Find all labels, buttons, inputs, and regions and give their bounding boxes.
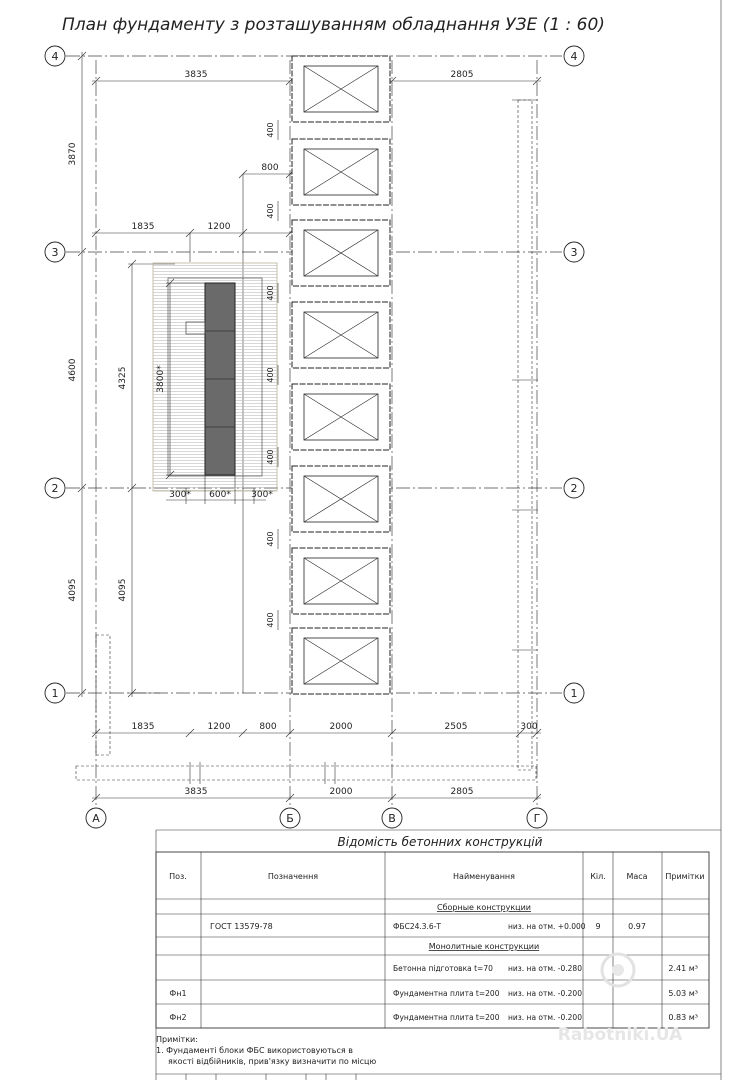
svg-text:4: 4	[570, 50, 578, 63]
row3-note: 5.03 м³	[668, 989, 698, 998]
fbs-block	[292, 466, 390, 532]
dim-top-4-left: 3835	[184, 70, 208, 80]
th-mass: Маса	[626, 872, 648, 881]
svg-text:4: 4	[51, 50, 59, 63]
axis-bubble-4-left	[45, 46, 65, 66]
notes-line-1: 1. Фундаменті блоки ФБС використовуються в	[156, 1046, 353, 1055]
dim-inner-4095: 4095	[118, 578, 128, 602]
dim-gap-400: 400	[266, 449, 275, 465]
row1-name: ФБС24.3.6-Т	[393, 922, 441, 931]
axis-bubble-V	[382, 808, 402, 828]
dim-inner-4325: 4325	[118, 366, 128, 390]
row3-dimension-chain	[92, 229, 294, 262]
dim-pad-600: 600*	[209, 490, 231, 500]
dim-gap-400: 400	[266, 285, 275, 301]
dim-pad-300-left: 300*	[169, 490, 191, 500]
axis-bubble-2-right	[564, 478, 584, 498]
th-name: Найменування	[453, 872, 515, 881]
dim-gap-400: 400	[266, 122, 275, 138]
fbs-block	[292, 628, 390, 694]
dim-row3-left: 1835	[131, 222, 155, 232]
row4-note: 0.83 м³	[668, 1013, 698, 1022]
dim-gap-400: 400	[266, 531, 275, 547]
section-monolithic: Монолитные конструкции	[428, 942, 540, 951]
row1-mass: 0.97	[628, 922, 646, 931]
drawing-title: План фундаменту з розташуванням обладнання УЗЕ (1 : 60)	[62, 15, 605, 35]
fbs-block	[292, 548, 390, 614]
dim-bottom-2000: 2000	[329, 722, 353, 732]
axis-bubble-4-right	[564, 46, 584, 66]
dim-gap-400: 400	[266, 612, 275, 628]
row3-pos: Фн1	[169, 989, 187, 998]
axis-bubble-1-left	[45, 683, 65, 703]
th-qty: Кіл.	[590, 872, 606, 881]
bottom-dimension-chain	[92, 729, 541, 737]
dim-gap-400: 400	[266, 203, 275, 219]
dim-bottom-800: 800	[259, 722, 277, 732]
axis-bubble-A	[86, 808, 106, 828]
dim-total-2000: 2000	[329, 787, 353, 797]
dim-pad-300-right: 300*	[251, 490, 273, 500]
dim-left-3870: 3870	[68, 142, 78, 166]
left-dimension-chain	[78, 52, 86, 697]
notes-line-2: якості відбійників, прив'язку визначити по місцю	[168, 1057, 377, 1066]
row3-level: низ. на отм. -0.200	[508, 989, 582, 998]
bottom-wall-strip	[76, 762, 536, 784]
axis-bubble-1-right	[564, 683, 584, 703]
dim-top-4-right: 2805	[450, 70, 474, 80]
stamp-cells	[156, 1074, 721, 1080]
fbs-block	[292, 220, 390, 286]
dim-total-3835: 3835	[184, 787, 208, 797]
dim-row3-right: 1200	[207, 222, 231, 232]
table-title: Відомість бетонних конструкцій	[337, 835, 543, 849]
row2-level: низ. на отм. -0.280	[508, 964, 582, 973]
svg-text:3: 3	[51, 246, 59, 259]
svg-text:1: 1	[570, 687, 578, 700]
th-note: Примітки	[665, 872, 705, 881]
dim-row-800: 800	[261, 163, 279, 173]
svg-text:3: 3	[570, 246, 578, 259]
dim-bottom-1200: 1200	[207, 722, 231, 732]
dim-gap-400: 400	[266, 367, 275, 383]
row4-name: Фундаментна плита t=200	[393, 1013, 500, 1022]
dim-bottom-1835: 1835	[131, 722, 155, 732]
fbs-block	[292, 302, 390, 368]
dim-left-4600: 4600	[68, 358, 78, 382]
svg-text:Б: Б	[286, 812, 294, 825]
th-pos: Поз.	[169, 872, 187, 881]
row1-qty: 9	[595, 922, 601, 931]
svg-text:В: В	[388, 812, 396, 825]
notes-heading: Примітки:	[156, 1035, 198, 1044]
axis-bubble-3-left	[45, 242, 65, 262]
svg-text:2: 2	[570, 482, 578, 495]
axis-bubble-3-right	[564, 242, 584, 262]
svg-text:1: 1	[51, 687, 59, 700]
dim-pad-3800: 3800*	[156, 365, 166, 393]
row1-designation: ГОСТ 13579-78	[210, 922, 273, 931]
axis-bubble-2-left	[45, 478, 65, 498]
fbs-blocks-column	[292, 56, 390, 694]
row2-note: 2.41 м³	[668, 964, 698, 973]
dim-bottom-300: 300	[520, 722, 538, 732]
row1-level: низ. на отм. +0.000	[508, 922, 586, 931]
bottom-total-dimension-chain	[92, 794, 541, 802]
dim-left-4095: 4095	[68, 578, 78, 602]
axis-bubble-B	[280, 808, 300, 828]
fbs-block	[292, 139, 390, 205]
fbs-block	[292, 384, 390, 450]
svg-text:Г: Г	[533, 812, 541, 825]
section-prefab: Сборные конструкции	[436, 903, 532, 912]
dim-total-2805: 2805	[450, 787, 474, 797]
row3-name: Фундаментна плита t=200	[393, 989, 500, 998]
right-wall-outline	[512, 100, 538, 770]
row2-name: Бетонна підготовка t=70	[393, 964, 493, 973]
row4-level: низ. на отм. -0.200	[508, 1013, 582, 1022]
svg-text:Rabotniki.UA: Rabotniki.UA	[557, 1025, 683, 1045]
axis-bubble-G	[527, 808, 547, 828]
dim-bottom-2505: 2505	[444, 722, 468, 732]
row4-pos: Фн2	[169, 1013, 187, 1022]
fbs-block	[292, 56, 390, 122]
th-designation: Позначення	[267, 872, 319, 881]
svg-text:А: А	[92, 812, 100, 825]
left-wall-outline	[96, 635, 110, 755]
svg-text:2: 2	[51, 482, 59, 495]
